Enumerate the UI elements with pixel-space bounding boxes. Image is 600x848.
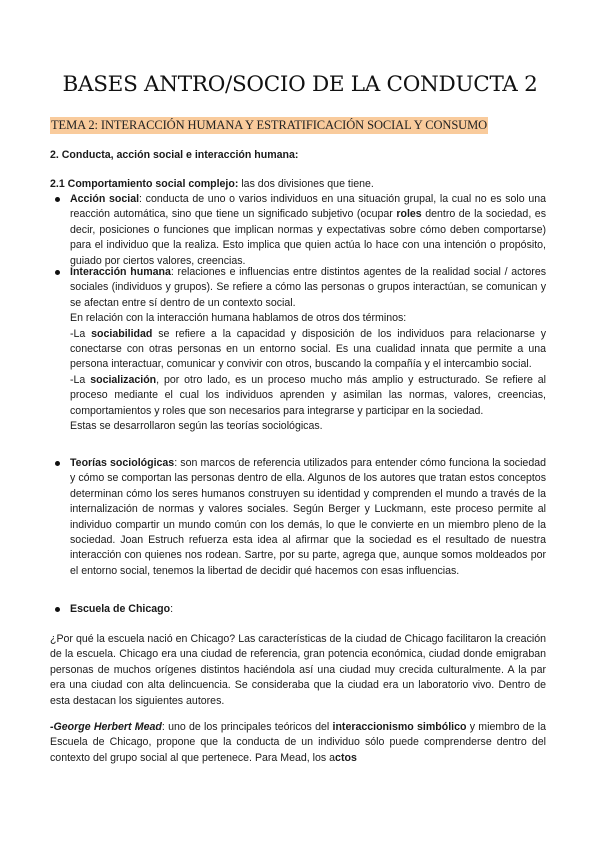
teorias-term: Teorías sociológicas — [70, 457, 175, 469]
mead-paragraph-block — [50, 720, 546, 766]
bullet-dot — [55, 607, 60, 612]
topic-subtitle: TEMA 2: INTERACCIÓN HUMANA Y ESTRATIFICACIÓN SOCIAL Y CONSUMO — [51, 118, 488, 132]
sociabilidad-paragraph: -La sociabilidad se refiere a la capacidad y disposición de los individuos para relacionarse y conectarse con otras personas en un entorno social. Es una cualidad innata que permite a una persona interactuar, comunicar y convivir con otros, buscando la compañía y el intercambio social. — [70, 327, 546, 371]
mead-paragraph: -George Herbert Mead: uno de los principales teóricos del interaccionismo simbólico y miembro de la Escuela de Chicago, propone que la conducta de un individuo sólo puede comprenderse dentro del contexto del grupo social al que pertenece. Para Mead, los actos — [50, 721, 547, 764]
bullet-dot — [55, 461, 60, 466]
chicago-term: Escuela de Chicago — [70, 603, 171, 615]
sociabilidad-term: sociabilidad — [91, 327, 153, 340]
interaccion-humana-paragraph: Interacción humana: relaciones e influencias entre distintos agentes de la realidad social / actores sociales (individuos y grupos). Se refiere a cómo las personas o grupos interactúan, se comunican y se afectan entre sí dentro de un contexto social. — [70, 266, 547, 309]
subsection-label: 2.1 Comportamiento social complejo: — [50, 178, 239, 190]
socializacion-term: socialización — [90, 373, 157, 386]
chicago-paragraph: ¿Por qué la escuela nació en Chicago? Las características de la ciudad de Chicago facilitaron la creación de la escuela. Chicago era una ciudad de referencia, gran potencia económica, ciudad donde emigraban personas de muchos orígenes distintos haciéndola así una ciudad muy crecida culturalmente. A la par era una ciudad con alta delincuencia. Se consideraba que la ciudad era un laboratorio vivo. Dentro de esta destacan los siguientes autores. — [50, 633, 546, 707]
chicago-paragraph-block — [50, 632, 546, 709]
accion-social-term: Acción social — [70, 193, 140, 205]
accion-social-paragraph: Acción social: conducta de uno o varios individuos en una situación grupal, la cual no es solo una reacción automática, sino que tiene un significado subjetivo (ocupar roles dentro de la sociedad, es decir, posiciones o funciones que implican normas y expectativas sobre cómo deben comportarse) para el individuo que la realiza. Esto implica que quien actúa lo hace con una intención o propósito, guiado por ciertos valores, creencias. — [70, 193, 547, 267]
teorias-paragraph: Teorías sociológicas: son marcos de referencia utilizados para entender cómo funciona la sociedad y cómo se comportan las personas dentro de ella. Algunos de los autores que tratan estos conceptos determinan cómo los seres humanos construyen su identidad y comprenden el mundo a través de la internalización de normas y valores sociales. Según Berger y Luckmann, este proceso permite al individuo compartir un mundo común con los demás, lo que le convierte en un miembro pleno de la sociedad. Joan Estruch refuerza esta idea al afirmar que la sociedad es el resultado de nuestra interacción con quienes nos rodean. Sartre, por su parte, agrega que, aunque somos moldeados por el entorno social, tenemos la libertad de decidir qué hacemos con esas influencias. — [70, 457, 546, 577]
interaccionismo-term: interaccionismo simbólico — [332, 721, 467, 733]
subsection-line — [50, 177, 546, 192]
interaccion-intro: En relación con la interacción humana hablamos de otros dos términos: — [70, 312, 407, 325]
subsection-rest: las dos divisiones que tiene. — [238, 178, 374, 190]
document-title: BASES ANTRO/SOCIO DE LA CONDUCTA 2 — [62, 72, 538, 97]
roles-term: roles — [396, 208, 422, 221]
chicago-heading: Escuela de Chicago: — [70, 603, 174, 615]
socializacion-paragraph: -La socialización, por otro lado, es un proceso mucho más amplio y estructurado. Se refiere al proceso mediante el cual los individuos aprenden y asimilan las normas, valores, creencias, comportamientos y roles que son necesarios para integrarse y participar en la sociedad. — [70, 373, 546, 417]
actos-term: ctos — [335, 751, 357, 764]
interaccion-closing: Estas se desarrollaron según las teorías sociológicas. — [70, 420, 323, 433]
bullet-dot — [55, 197, 60, 202]
interaccion-humana-term: Interacción humana — [70, 266, 171, 278]
section-heading: 2. Conducta, acción social e interacción humana: — [50, 149, 299, 161]
bullet-dot — [55, 270, 60, 275]
mead-name: -George Herbert Mead — [50, 721, 162, 733]
